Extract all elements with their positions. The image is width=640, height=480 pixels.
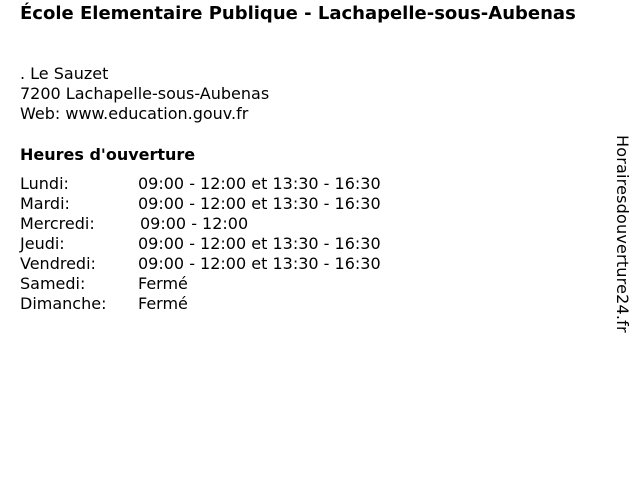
day-label: Lundi: — [20, 174, 69, 193]
day-label: Mardi: — [20, 194, 70, 213]
hours-row-mardi — [20, 194, 381, 214]
address-web: Web: www.education.gouv.fr — [20, 104, 249, 123]
day-hours: 09:00 - 12:00 et 13:30 - 16:30 — [138, 174, 381, 193]
hours-row-samedi — [20, 274, 381, 294]
day-label: Vendredi: — [20, 254, 96, 273]
hours-heading: Heures d'ouverture — [20, 145, 196, 164]
day-hours: Fermé — [138, 294, 188, 313]
day-hours: 09:00 - 12:00 et 13:30 - 16:30 — [138, 234, 381, 253]
day-hours: 09:00 - 12:00 et 13:30 - 16:30 — [138, 254, 381, 273]
hours-table — [20, 174, 381, 314]
day-label: Jeudi: — [20, 234, 65, 253]
day-label: Mercredi: — [20, 214, 95, 233]
hours-row-dimanche — [20, 294, 381, 314]
address-city: 7200 Lachapelle-sous-Aubenas — [20, 84, 270, 103]
hours-row-lundi — [20, 174, 381, 194]
day-label: Dimanche: — [20, 294, 107, 313]
address-block — [20, 64, 269, 124]
hours-row-vendredi — [20, 254, 381, 274]
hours-row-jeudi — [20, 234, 381, 254]
day-label: Samedi: — [20, 274, 86, 293]
day-hours: 09:00 - 12:00 et 13:30 - 16:30 — [138, 194, 381, 213]
day-hours: Fermé — [138, 274, 188, 293]
day-hours: 09:00 - 12:00 — [140, 214, 249, 233]
address-street: . Le Sauzet — [20, 64, 109, 83]
page-title: École Elementaire Publique - Lachapelle-sous-Aubenas — [20, 3, 576, 24]
hours-row-mercredi — [20, 214, 381, 234]
site-watermark: Horairesdouverture24.fr — [613, 135, 632, 333]
